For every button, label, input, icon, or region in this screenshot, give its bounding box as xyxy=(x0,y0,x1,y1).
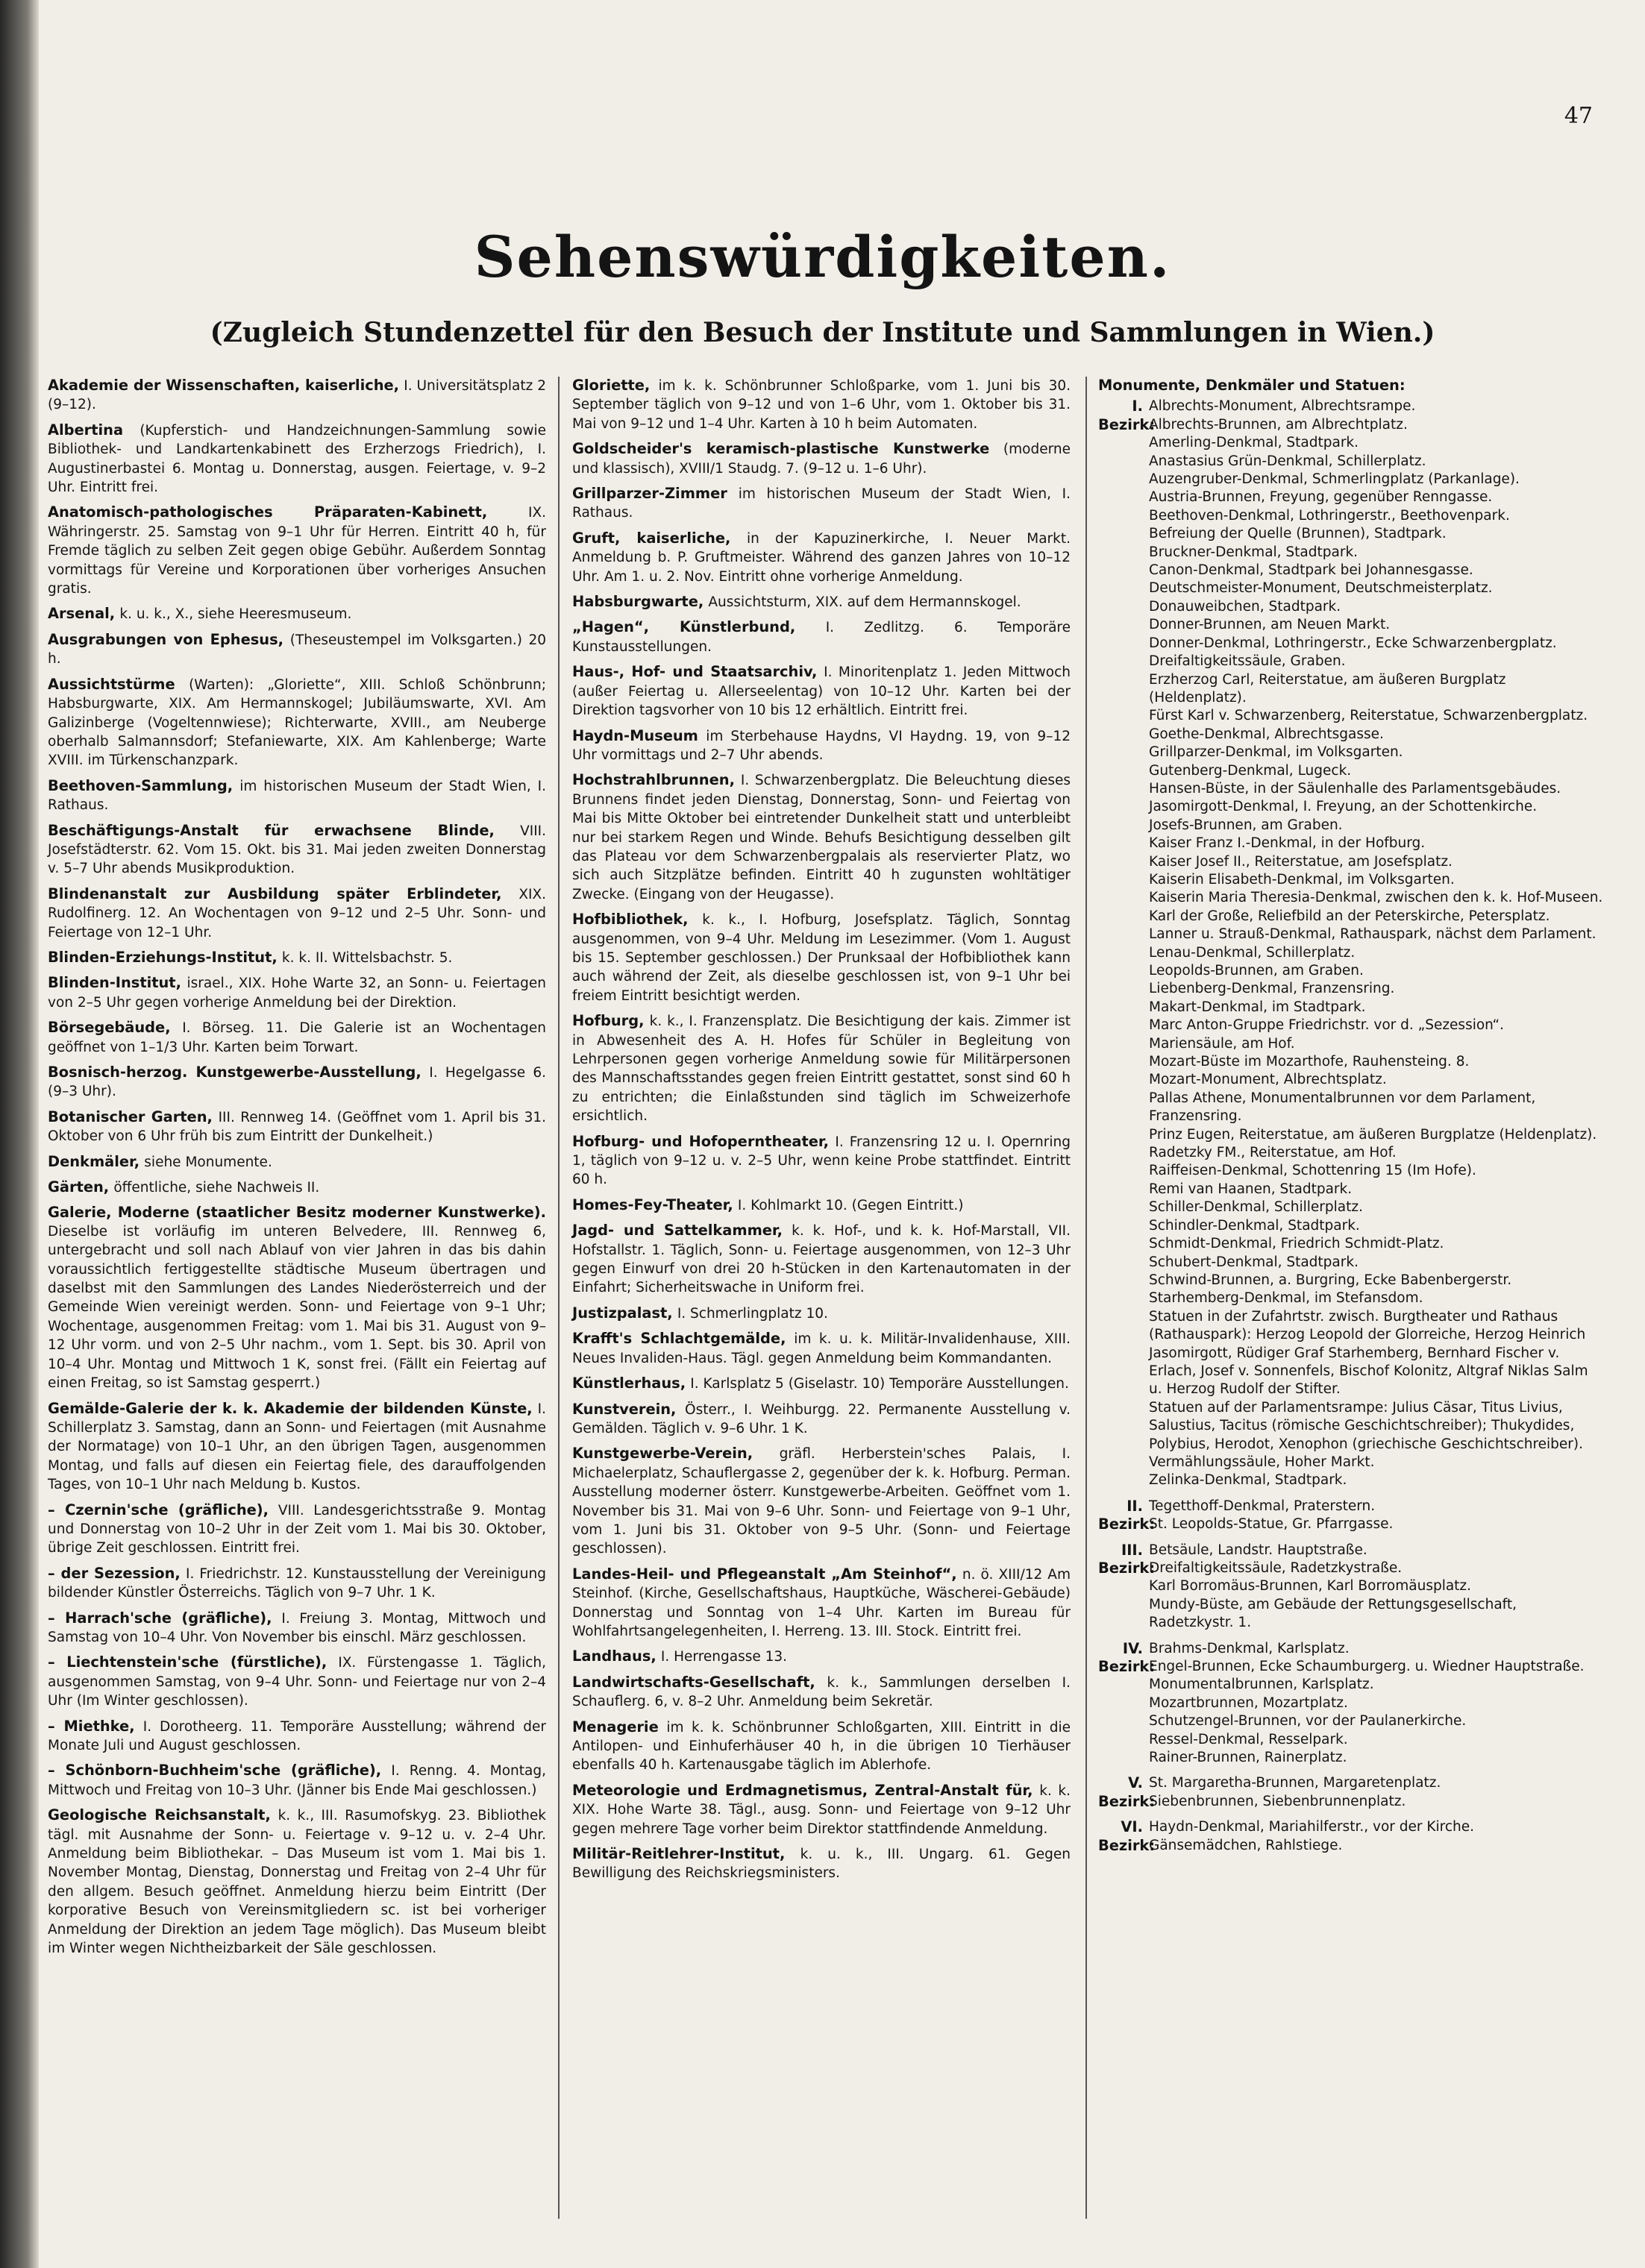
directory-entry xyxy=(48,949,546,967)
district-block xyxy=(1098,1774,1605,1811)
entry-heading: Denkmäler, xyxy=(48,1152,140,1170)
entry-body: k. k. II. Wittelsbachstr. 5. xyxy=(281,949,453,966)
district-label: II. Bezirk: xyxy=(1098,1497,1156,1533)
district-block xyxy=(1098,1498,1605,1534)
entry-heading: Hofburg, xyxy=(572,1012,645,1030)
monument-item: Fürst Karl v. Schwarzenberg, Reiterstatue, Schwarzenbergplatz. xyxy=(1149,708,1588,724)
entry-body: k. k. XIX. Hohe Warte 38. Tägl., ausg. Sonn- und Feiertage von 9–12 Uhr gegen mehrere Tage vorher beim Direktor stattfindende Anmeldung. xyxy=(572,1782,1071,1837)
directory-entry xyxy=(572,911,1071,1005)
district-items xyxy=(1149,1818,1605,1855)
entry-body: VIII. Josefstädterstr. 62. Vom 15. Okt. bis 31. Mai jeden zweiten Donnerstag v. 5–7 Uhr abends Musikproduktion. xyxy=(48,823,546,877)
entry-body: Österr., I. Weihburgg. 22. Permanente Ausstellung v. Gemälden. Täglich v. 9–6 Uhr. 1 K. xyxy=(572,1401,1071,1436)
district-label: I. Bezirk: xyxy=(1098,398,1156,433)
monument-item: Starhemberg-Denkmal, im Stefansdom. xyxy=(1149,1290,1423,1307)
directory-entry xyxy=(572,377,1071,433)
monument-item: Engel-Brunnen, Ecke Schaumburgerg. u. Wiedner Hauptstraße. xyxy=(1149,1659,1585,1675)
directory-entry xyxy=(48,974,546,1012)
entry-heading: Albertina xyxy=(48,421,124,439)
entry-body: k. k. Hof-, und k. k. Hof-Marstall, VII. Hofstallstr. 1. Täglich, Sonn- u. Feiertage ausgenommen, von 12–3 Uhr gegen Einwurf von drei 20 h-Stücken in den Kartenautomaten in der Einfahrt; Sicherheitswache in Uniform frei. xyxy=(572,1223,1071,1296)
entry-heading: – Miethke, xyxy=(48,1717,135,1735)
entry-body: I. Karlsplatz 5 (Giselastr. 10) Temporäre Ausstellungen. xyxy=(690,1376,1069,1392)
entry-body: I. Franzensring 12 u. I. Opernring 1, täglich von 9–12 u. v. 2–5 Uhr, wenn keine Probe stattfindet. Eintritt 60 h. xyxy=(572,1134,1071,1188)
directory-entry xyxy=(572,1222,1071,1298)
entry-heading: Meteorologie und Erdmagnetismus, Zentral-Anstalt für, xyxy=(572,1781,1033,1799)
entry-heading: Börsegebäude, xyxy=(48,1019,171,1037)
entry-body: in der Kapuzinerkirche, I. Neuer Markt. Anmeldung b. P. Gruftmeister. Während des ganzen Jahres von 10–12 Uhr. Am 1. u. 2. Nov. Eintritt ohne vorherige Anmeldung. xyxy=(572,530,1071,585)
district-items xyxy=(1149,1774,1605,1811)
entry-body: im historischen Museum der Stadt Wien, I. Rathaus. xyxy=(572,486,1071,521)
monument-item: Lanner u. Strauß-Denkmal, Rathauspark, nächst dem Parlament. xyxy=(1149,926,1597,943)
monument-item: Amerling-Denkmal, Stadtpark. xyxy=(1149,435,1359,451)
page-number: 47 xyxy=(1564,103,1593,129)
district-items xyxy=(1149,398,1605,1489)
directory-entry xyxy=(572,727,1071,765)
entry-body: Dieselbe ist vorläufig im unteren Belvedere, III. Rennweg 6, untergebracht und soll nach Ablauf von vier Jahren in das bis dahin voraussichtlich fertiggestellte städtische Museum übertragen und daselbst mit den Sammlungen des Landes Niederösterreich und der Gemeinde Wien vereinigt werden. Sonn- und Feiertage von 9–1 Uhr; Wochentage, ausgenommen Freitag: vom 1. Mai bis 31. August von 9–12 Uhr vorm. und von 2–5 Uhr nachm., vom 1. Sept. bis 30. April von 10–4 Uhr. Montag und Mittwoch 1 K, sonst frei. (Fällt ein Feiertag auf einen Freitag, so ist Samstag gesperrt.) xyxy=(48,1223,546,1392)
entry-body: I. Renng. 4. Montag, Mittwoch und Freitag von 10–3 Uhr. (Jänner bis Ende Mai geschlossen.) xyxy=(48,1763,546,1798)
entry-heading: Hochstrahlbrunnen, xyxy=(572,771,735,789)
entry-heading: Galerie, Moderne (staatlicher Besitz moderner Kunstwerke). xyxy=(48,1204,546,1222)
directory-entry xyxy=(48,1178,546,1197)
entry-body: k. k., I. Franzensplatz. Die Besichtigung der kais. Zimmer ist in Abwesenheit des A. H. Hofes für Schüler in Begleitung von Lehrpersonen gegen vorherige Anmeldung sowie für Militärpersonen des Mannschaftsstandes gegen freien Eintritt gestattet, sonst sind 60 h zu entrichten; die Einlaßstunden sind täglich im Schweizerhofe ersichtlich. xyxy=(572,1014,1071,1125)
entry-body: IX. Fürstengasse 1. Täglich, ausgenommen Samstag, von 9–4 Uhr. Sonn- und Feiertage nur von 2–4 Uhr (Im Winter geschlossen). xyxy=(48,1655,546,1709)
entry-heading: Blinden-Institut, xyxy=(48,974,181,992)
entry-body: XIX. Rudolfinerg. 12. An Wochentagen von 9–12 und 2–5 Uhr. Sonn- und Feiertage von 12–1 Uhr. xyxy=(48,886,546,940)
column-2 xyxy=(572,377,1071,1890)
entry-heading: Gemälde-Galerie der k. k. Akademie der bildenden Künste, xyxy=(48,1399,533,1417)
directory-entry xyxy=(48,1609,546,1647)
entry-heading: „Hagen“, Künstlerbund, xyxy=(572,618,796,636)
entry-heading: Blinden-Erziehungs-Institut, xyxy=(48,948,278,966)
entry-heading: Landes-Heil- und Pflegeanstalt „Am Steinhof“, xyxy=(572,1565,957,1583)
district-block xyxy=(1098,1542,1605,1633)
column-1 xyxy=(48,377,546,1964)
directory-entry xyxy=(48,822,546,879)
monument-item: Kaiserin Maria Theresia-Denkmal, zwischen den k. k. Hof-Museen. xyxy=(1149,890,1603,906)
directory-entry xyxy=(48,676,546,770)
monument-item: Pallas Athene, Monumentalbrunnen vor dem Parlament, Franzensring. xyxy=(1149,1090,1536,1125)
monument-item: Grillparzer-Denkmal, im Volksgarten. xyxy=(1149,744,1403,761)
directory-entry xyxy=(572,485,1071,523)
entry-body: öffentliche, siehe Nachweis II. xyxy=(113,1180,320,1196)
monument-item: Hansen-Büste, in der Säulenhalle des Parlamentsgebäudes. xyxy=(1149,780,1561,797)
column-divider xyxy=(558,377,560,2219)
district-list xyxy=(1098,398,1605,1855)
entry-body: k. k., I. Hofburg, Josefsplatz. Täglich, Sonntag ausgenommen, von 9–4 Uhr. Meldung im Lesezimmer. (Vom 1. August bis 15. September geschlossen.) Der Prunksaal der Hofbibliothek kann auch während der Zeit, als dieselbe geschlossen ist, von 9–1 Uhr bei freiem Eintritt besichtigt werden. xyxy=(572,912,1071,1004)
directory-entry xyxy=(48,1400,546,1495)
entry-heading: – Liechtenstein'sche (fürstliche), xyxy=(48,1653,328,1671)
entry-heading: Landwirtschafts-Gesellschaft, xyxy=(572,1673,815,1691)
monument-item: Remi van Haanen, Stadtpark. xyxy=(1149,1181,1353,1197)
entry-heading: Botanischer Garten, xyxy=(48,1108,213,1125)
monument-item: St. Leopolds-Statue, Gr. Pfarrgasse. xyxy=(1149,1516,1394,1533)
entry-heading: Goldscheider's keramisch-plastische Kunstwerke xyxy=(572,440,990,458)
directory-entry xyxy=(48,605,546,623)
entry-heading: Geologische Reichsanstalt, xyxy=(48,1806,271,1824)
directory-entry xyxy=(572,530,1071,586)
monument-item: Statuen auf der Parlamentsrampe: Julius Cäsar, Titus Livius, Salustius, Tacitus (römische Geschichtschreiber); Thukydides, Polybius, Herodot, Xenophon (griechische Geschichtschreiber). xyxy=(1149,1399,1584,1452)
entry-body: I. Friedrichstr. 12. Kunstausstellung der Vereinigung bildender Künstler Österreichs. Täglich von 9–7 Uhr. 1 K. xyxy=(48,1565,546,1601)
district-block xyxy=(1098,1818,1605,1855)
monument-item: Ressel-Denkmal, Resselpark. xyxy=(1149,1731,1348,1747)
monument-item: Betsäule, Landstr. Hauptstraße. xyxy=(1149,1542,1367,1558)
monument-item: Deutschmeister-Monument, Deutschmeisterplatz. xyxy=(1149,580,1493,597)
entry-heading: Gloriette, xyxy=(572,377,651,394)
entry-body: Aussichtsturm, XIX. auf dem Hermannskogel. xyxy=(708,594,1021,611)
monument-item: Karl Borromäus-Brunnen, Karl Borromäusplatz. xyxy=(1149,1578,1472,1595)
directory-entry xyxy=(48,1653,546,1710)
directory-entry xyxy=(572,1401,1071,1439)
monument-item: Donner-Brunnen, am Neuen Markt. xyxy=(1149,617,1391,633)
entry-heading: Arsenal, xyxy=(48,605,116,623)
entry-heading: Bosnisch-herzog. Kunstgewerbe-Ausstellung, xyxy=(48,1064,422,1081)
monument-item: Erzherzog Carl, Reiterstatue, am äußeren Burgplatz (Heldenplatz). xyxy=(1149,671,1506,706)
entry-heading: Habsburgwarte, xyxy=(572,593,704,611)
monument-item: Monumentalbrunnen, Karlsplatz. xyxy=(1149,1677,1374,1693)
monument-item: Anastasius Grün-Denkmal, Schillerplatz. xyxy=(1149,453,1426,469)
entry-heading: Kunstgewerbe-Verein, xyxy=(572,1445,753,1463)
entry-body: I. Börseg. 11. Die Galerie ist an Wochentagen geöffnet von 1–1/3 Uhr. Karten beim Torwart. xyxy=(48,1020,546,1055)
monument-item: Mozart-Monument, Albrechtsplatz. xyxy=(1149,1072,1387,1088)
monument-item: Auzengruber-Denkmal, Schmerlingplatz (Parkanlage). xyxy=(1149,471,1520,488)
entry-body: I. Herrengasse 13. xyxy=(660,1649,788,1665)
monument-item: Dreifaltigkeitssäule, Radetzkystraße. xyxy=(1149,1560,1403,1576)
entry-heading: Kunstverein, xyxy=(572,1400,677,1418)
monument-item: Leopolds-Brunnen, am Graben. xyxy=(1149,963,1364,978)
entry-body: gräfl. Herberstein'sches Palais, I. Michaelerplatz, Schauflergasse 2, gegenüber der k. k. Hofburg. Perman. Ausstellung moderner österr. Kunstgewerbe-Arbeiten. Geöffnet vom 1. November bis 31. Mai von 9–6 Uhr. Sonn- und Feiertage von 9–1 Uhr, vom 1. Juni bis 31. Oktober von 9–5 Uhr. (Sonn- und Feiertage geschlossen). xyxy=(572,1446,1071,1557)
directory-entry xyxy=(572,1782,1071,1838)
monument-item: Schmidt-Denkmal, Friedrich Schmidt-Platz. xyxy=(1149,1236,1444,1252)
entry-body: k. k., Sammlungen derselben I. Schauflerg. 6, v. 8–2 Uhr. Anmeldung beim Sekretär. xyxy=(572,1674,1071,1710)
entry-heading: Aussichtstürme xyxy=(48,675,175,693)
entry-body: im k. k. Schönbrunner Schloßgarten, XIII. Eintritt in die Antilopen- und Einhuferhäuser 40 h, in die übrigen 10 Tierhäuser ebenfalls 40 h. Kartenausgabe täglich im Ablerhofe. xyxy=(572,1719,1071,1774)
district-label: IV. Bezirk: xyxy=(1098,1639,1156,1676)
monument-item: Kaiser Josef II., Reiterstatue, am Josefsplatz. xyxy=(1149,853,1453,870)
monument-item: Goethe-Denkmal, Albrechtsgasse. xyxy=(1149,726,1384,742)
directory-entry xyxy=(572,1674,1071,1712)
page-title: Sehenswürdigkeiten. xyxy=(474,224,1171,290)
column-divider xyxy=(1085,377,1087,2219)
entry-body: (Kupferstich- und Handzeichnungen-Sammlung sowie Bibliothek- und Landkartenkabinett des Erzherzogs Friedrich), I. Augustinerbastei 6. Montag u. Donnerstag, ausgen. Feiertage, v. 9–2 Uhr. Eintritt frei. xyxy=(48,422,546,496)
directory-entry xyxy=(48,1501,546,1558)
monument-item: Donner-Denkmal, Lothringerstr., Ecke Schwarzenbergplatz. xyxy=(1149,635,1557,651)
district-items xyxy=(1149,1542,1605,1633)
page-subtitle: (Zugleich Stundenzettel für den Besuch der Institute und Sammlungen in Wien.) xyxy=(210,317,1435,348)
entry-body: I. Universitätsplatz 2 (9–12). xyxy=(48,378,546,413)
monument-item: Haydn-Denkmal, Mariahilferstr., vor der Kirche. xyxy=(1149,1819,1474,1835)
monument-item: Mozartbrunnen, Mozartplatz. xyxy=(1149,1694,1348,1711)
column-3-monuments xyxy=(1098,377,1605,1862)
monument-item: Schindler-Denkmal, Stadtpark. xyxy=(1149,1217,1360,1234)
directory-entry xyxy=(48,631,546,669)
entry-heading: Menagerie xyxy=(572,1718,659,1735)
entry-heading: Beethoven-Sammlung, xyxy=(48,776,234,794)
directory-entry xyxy=(572,663,1071,720)
district-label: V. Bezirk: xyxy=(1098,1774,1156,1810)
directory-entry xyxy=(572,440,1071,478)
monument-item: Kaiserin Elisabeth-Denkmal, im Volksgarten. xyxy=(1149,871,1455,888)
directory-entry xyxy=(48,377,546,415)
monument-item: Josefs-Brunnen, am Graben. xyxy=(1149,817,1343,833)
monument-item: Zelinka-Denkmal, Stadtpark. xyxy=(1149,1472,1347,1489)
directory-entry xyxy=(48,777,546,815)
district-label: III. Bezirk: xyxy=(1098,1541,1156,1577)
monument-item: St. Margaretha-Brunnen, Margaretenplatz. xyxy=(1149,1775,1441,1791)
monument-item: Dreifaltigkeitssäule, Graben. xyxy=(1149,653,1346,670)
directory-entry xyxy=(572,1845,1071,1883)
entry-body: siehe Monumente. xyxy=(144,1154,272,1170)
directory-entry xyxy=(572,1133,1071,1190)
directory-entry xyxy=(48,1064,546,1102)
directory-entry xyxy=(48,1718,546,1756)
entry-heading: Justizpalast, xyxy=(572,1304,673,1322)
district-block xyxy=(1098,398,1605,1489)
directory-entry xyxy=(572,1445,1071,1558)
directory-entry xyxy=(48,1108,546,1146)
monument-item: Beethoven-Denkmal, Lothringerstr., Beethovenpark. xyxy=(1149,507,1510,524)
monument-item: Vermählungssäule, Hoher Markt. xyxy=(1149,1454,1375,1470)
entry-body: I. Minoritenplatz 1. Jeden Mittwoch (außer Feiertag u. Allerseelentag) von 10–12 Uhr. Karten bei der Direktion tagsvorher von 10 bis 12 erhältlich. Eintritt frei. xyxy=(572,665,1071,719)
entry-body: I. Dorotheerg. 11. Temporäre Ausstellung; während der Monate Juli und August geschlossen. xyxy=(48,1718,546,1753)
monument-item: Gänsemädchen, Rahlstiege. xyxy=(1149,1837,1343,1853)
monument-item: Brahms-Denkmal, Karlsplatz. xyxy=(1149,1640,1350,1656)
district-block xyxy=(1098,1640,1605,1768)
directory-entry xyxy=(48,503,546,598)
entry-heading: Hofbibliothek, xyxy=(572,911,689,929)
entry-heading: Gruft, kaiserliche, xyxy=(572,529,731,547)
entry-heading: Hofburg- und Hofoperntheater, xyxy=(572,1132,830,1150)
monument-item: Donauweibchen, Stadtpark. xyxy=(1149,598,1341,615)
entry-body: III. Rennweg 14. (Geöffnet vom 1. April bis 31. Oktober von 6 Uhr früh bis zum Eintritt der Dunkelheit.) xyxy=(48,1109,547,1145)
entry-heading: Haus-, Hof- und Staatsarchiv, xyxy=(572,663,818,681)
entry-body: I. Schmerlingplatz 10. xyxy=(677,1305,828,1322)
entry-heading: – der Sezession, xyxy=(48,1564,181,1582)
entry-body: im historischen Museum der Stadt Wien, I. Rathaus. xyxy=(48,778,546,814)
entry-body: (Theseustempel im Volksgarten.) 20 h. xyxy=(48,632,546,667)
entry-body: k. k., III. Rasumofskyg. 23. Bibliothek tägl. mit Ausnahme der Sonn- u. Feiertage v. 9–12 u. v. 2–4 Uhr. Anmeldung beim Bibliothekar. – Das Museum ist vom 1. Mai bis 1. November Montag, Dienstag, Donnerstag und Freitag von 2–4 Uhr für den allgem. Besuch geöffnet. Anmeldung hierzu beim Eintritt (Der korporative Besuch von Vereinsmitgliedern sc. ist bei vorheriger Anmeldung der Direktion an jedem Tage möglich). Das Museum bleibt im Winter wegen Nichtheizbarkeit der Säle geschlossen. xyxy=(48,1808,547,1957)
directory-entry xyxy=(48,1565,546,1603)
entry-body: (moderne und klassisch), XVIII/1 Staudg. 7. (9–12 u. 1–6 Uhr). xyxy=(572,442,1071,477)
entry-heading: Beschäftigungs-Anstalt für erwachsene Blinde, xyxy=(48,821,495,839)
entry-heading: Gärten, xyxy=(48,1178,110,1196)
directory-entry xyxy=(48,1153,546,1172)
directory-entry xyxy=(48,421,546,497)
directory-entry xyxy=(572,618,1071,656)
directory-entry xyxy=(572,1304,1071,1323)
district-items xyxy=(1149,1640,1605,1768)
directory-entry xyxy=(48,1762,546,1800)
monument-item: Liebenberg-Denkmal, Franzensring. xyxy=(1149,981,1395,997)
entry-body: I. Schwarzenbergplatz. Die Beleuchtung dieses Brunnens findet jeden Dienstag, Donnerstag, Sonn- und Feiertag von Mai bis Mitte Oktober bei eintretender Dunkelheit statt und unterbleibt nur bei starkem Regen und Winde. Behufs Besichtigung desselben gilt das Plateau vor dem Schwarzenbergpalais als reservierter Platz, wo sich auch Sitzplätze befinden. Eintritt 40 h zugunsten wohltätiger Zwecke. (Eingang von der Heugasse). xyxy=(572,773,1071,902)
directory-entry xyxy=(572,1718,1071,1775)
entry-heading: Haydn-Museum xyxy=(572,726,698,744)
monument-item: Mozart-Büste im Mozarthofe, Rauhensteing. 8. xyxy=(1149,1054,1470,1070)
monument-item: Albrechts-Monument, Albrechtsrampe. xyxy=(1149,398,1416,415)
monument-item: Jasomirgott-Denkmal, I. Freyung, an der Schottenkirche. xyxy=(1149,799,1538,815)
monument-item: Tegetthoff-Denkmal, Praterstern. xyxy=(1149,1498,1376,1514)
directory-entry xyxy=(572,593,1071,612)
monument-item: Makart-Denkmal, im Stadtpark. xyxy=(1149,999,1366,1015)
directory-entry xyxy=(572,771,1071,904)
directory-entry xyxy=(48,1019,546,1057)
directory-entry xyxy=(572,1012,1071,1125)
monument-item: Bruckner-Denkmal, Stadtpark. xyxy=(1149,544,1359,560)
entry-body: IX. Währingerstr. 25. Samstag von 9–1 Uhr für Herren. Eintritt 40 h, für Fremde täglich zu selben Zeit gegen obige Gebühr. Außerdem Sonntag vormittags für Vereine und Korporationen über vorheriges Ansuchen gratis. xyxy=(48,505,546,597)
entry-body: im Sterbehause Haydns, VI Haydng. 19, von 9–12 Uhr vormittags und 2–7 Uhr abends. xyxy=(572,728,1071,763)
entry-body: I. Freiung 3. Montag, Mittwoch und Samstag von 10–4 Uhr. Von November bis einschl. März geschlossen. xyxy=(48,1610,546,1645)
monument-item: Karl der Große, Reliefbild an der Peterskirche, Petersplatz. xyxy=(1149,908,1550,924)
directory-entry xyxy=(572,1565,1071,1642)
entry-heading: – Czernin'sche (gräfliche), xyxy=(48,1501,269,1518)
directory-entry xyxy=(48,1204,546,1392)
entry-heading: Akademie der Wissenschaften, kaiserliche, xyxy=(48,377,400,394)
district-items xyxy=(1149,1498,1605,1534)
entry-heading: Landhaus, xyxy=(572,1647,657,1665)
monument-item: Lenau-Denkmal, Schillerplatz. xyxy=(1149,944,1356,961)
entry-heading: Jagd- und Sattelkammer, xyxy=(572,1222,783,1240)
directory-entry xyxy=(48,1806,546,1958)
entry-heading: Künstlerhaus, xyxy=(572,1375,686,1392)
entry-body: I. Hegelgasse 6. (9–3 Uhr). xyxy=(48,1065,547,1100)
entry-heading: Militär-Reitlehrer-Institut, xyxy=(572,1845,786,1863)
entry-heading: Anatomisch-pathologisches Präparaten-Kabinett, xyxy=(48,503,488,521)
entry-body: VIII. Landesgerichtsstraße 9. Montag und Donnerstag von 10–2 Uhr in der Zeit vom 1. Mai bis 30. Oktober, übrige Zeit geschlossen. Eintritt frei. xyxy=(48,1502,547,1556)
entry-body: k. u. k., III. Ungarg. 61. Gegen Bewilligung des Reichskriegsministers. xyxy=(572,1847,1071,1882)
entry-heading: – Harrach'sche (gräfliche), xyxy=(48,1609,272,1627)
monument-item: Prinz Eugen, Reiterstatue, am äußeren Burgplatze (Heldenplatz). xyxy=(1149,1126,1597,1143)
monument-item: Kaiser Franz I.-Denkmal, in der Hofburg. xyxy=(1149,835,1426,852)
entry-body: I. Zedlitzg. 6. Temporäre Kunstausstellungen. xyxy=(572,620,1071,655)
entry-heading: Homes-Fey-Theater, xyxy=(572,1196,733,1213)
entry-body: I. Kohlmarkt 10. (Gegen Eintritt.) xyxy=(737,1197,964,1213)
district-label: VI. Bezirk: xyxy=(1098,1818,1156,1854)
monument-item: Befreiung der Quelle (Brunnen), Stadtpark. xyxy=(1149,526,1447,542)
directory-entry xyxy=(48,885,546,942)
monuments-heading: Monumente, Denkmäler und Statuen: xyxy=(1098,377,1406,394)
entry-body: (Warten): „Gloriette“, XIII. Schloß Schönbrunn; Habsburgwarte, XIX. Am Hermannskogel; Jubiläumswarte, XVI. Am Galizinberge (Vogeltennwiese); Richterwarte, XVIII., am Neuberge oberhalb Salmannsdorf; Stefaniewarte, XIX. Am Kahlenberge; Warte XVIII. im Türkenschanzpark. xyxy=(48,676,546,769)
entry-body: israel., XIX. Hohe Warte 32, an Sonn- u. Feiertagen von 2–5 Uhr gegen vorherige Anmeldung bei der Direktion. xyxy=(48,976,546,1011)
entry-heading: Blindenanstalt zur Ausbildung später Erblindeter, xyxy=(48,885,502,902)
monument-item: Schwind-Brunnen, a. Burgring, Ecke Babenbergerstr. xyxy=(1149,1272,1512,1288)
monument-item: Schutzengel-Brunnen, vor der Paulanerkirche. xyxy=(1149,1713,1467,1730)
monument-item: Schubert-Denkmal, Stadtpark. xyxy=(1149,1254,1359,1270)
monument-item: Mariensäule, am Hof. xyxy=(1149,1035,1295,1052)
monument-item: Raiffeisen-Denkmal, Schottenring 15 (Im Hofe). xyxy=(1149,1163,1476,1179)
monument-item: Canon-Denkmal, Stadtpark bei Johannesgasse. xyxy=(1149,562,1473,579)
monument-item: Marc Anton-Gruppe Friedrichstr. vor d. „Sezession“. xyxy=(1149,1017,1505,1034)
directory-entry xyxy=(572,1375,1071,1393)
monument-item: Siebenbrunnen, Siebenbrunnenplatz. xyxy=(1149,1793,1406,1809)
entry-heading: – Schönborn-Buchheim'sche (gräfliche), xyxy=(48,1762,382,1779)
entry-body: n. ö. XIII/12 Am Steinhof. (Kirche, Gesellschaftshaus, Hauptküche, Wäscherei-Gebäude) Donnerstag und Sonntag von 1–4 Uhr. Karten im Bureau für Wohlfahrtsangelegenheiten, I. Herreng. 13. III. Stock. Eintritt frei. xyxy=(572,1566,1071,1639)
monument-item: Statuen in der Zufahrtstr. zwisch. Burgtheater und Rathaus (Rathauspark): Herzog Leopold der Glorreiche, Herzog Heinrich Jasomirgott, Rüdiger Graf Starhemberg, Bernhard Fischer v. Erlach, Josef v. Sonnenfels, Bischof Kolonitz, Altgraf Niklas Salm u. Herzog Rudolf der Stifter. xyxy=(1149,1308,1588,1398)
monument-item: Austria-Brunnen, Freyung, gegenüber Renngasse. xyxy=(1149,489,1493,506)
entry-body: im k. u. k. Militär-Invalidenhause, XIII. Neues Invaliden-Haus. Tägl. gegen Anmeldung beim Kommandanten. xyxy=(572,1331,1071,1366)
monument-item: Albrechts-Brunnen, am Albrechtplatz. xyxy=(1149,416,1408,433)
entry-heading: Grillparzer-Zimmer xyxy=(572,485,727,503)
monument-item: Schiller-Denkmal, Schillerplatz. xyxy=(1149,1199,1363,1216)
directory-entry xyxy=(572,1196,1071,1215)
monument-item: Radetzky FM., Reiterstatue, am Hof. xyxy=(1149,1145,1397,1161)
entry-body: im k. k. Schönbrunner Schloßparke, vom 1. Juni bis 30. September täglich von 9–12 und von 1–6 Uhr, vom 1. Oktober bis 31. Mai von 9–12 und 1–4 Uhr. Karten à 10 h beim Automaten. xyxy=(572,378,1071,432)
entry-heading: Ausgrabungen von Ephesus, xyxy=(48,630,283,648)
directory-entry xyxy=(572,1330,1071,1368)
entry-body: I. Schillerplatz 3. Samstag, dann an Sonn- und Feiertagen (mit Ausnahme der Normatage) von 10–1 Uhr, an den übrigen Tagen, ausgenommen Montag, und falls auf diesen ein Feiertag fiele, des darauffolgenden Tages, von 10–1 Uhr nach Meldung b. Kustos. xyxy=(48,1401,546,1493)
entry-body: k. u. k., X., siehe Heeresmuseum. xyxy=(119,606,352,623)
monument-item: Gutenberg-Denkmal, Lugeck. xyxy=(1149,762,1352,779)
monument-item: Mundy-Büste, am Gebäude der Rettungsgesellschaft, Radetzkystr. 1. xyxy=(1149,1596,1517,1631)
monument-item: Rainer-Brunnen, Rainerplatz. xyxy=(1149,1750,1347,1766)
directory-entry xyxy=(572,1647,1071,1666)
entry-heading: Krafft's Schlachtgemälde, xyxy=(572,1330,786,1348)
